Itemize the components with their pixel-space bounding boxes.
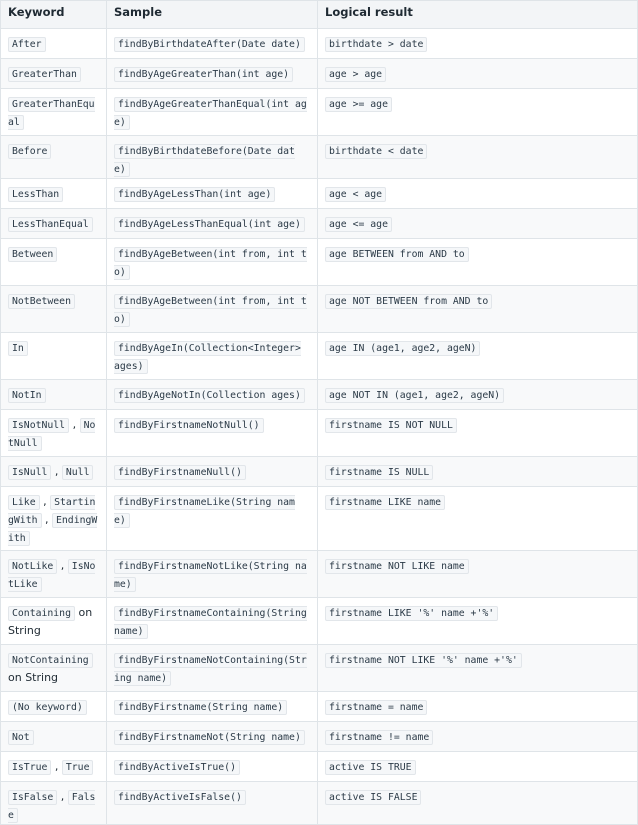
keyword-text: on String — [8, 671, 59, 684]
sample-code: findByBirthdateBefore(Date date) — [114, 146, 295, 175]
keyword-cell — [1, 286, 107, 333]
sample-cell — [107, 598, 318, 645]
table-row — [1, 457, 638, 487]
keyword-code: GreaterThan — [8, 67, 81, 82]
keyword-code: IsNull — [8, 465, 51, 480]
keyword-code: True — [62, 760, 94, 775]
sample-cell — [107, 410, 318, 457]
table-row — [1, 209, 638, 239]
keyword-cell — [1, 782, 107, 825]
sample-code: findByFirstnameLike(String name) — [114, 497, 295, 526]
table-row — [1, 89, 638, 136]
keyword-text: , — [57, 790, 68, 803]
sample-cell — [107, 136, 318, 179]
result-code: firstname LIKE '%' name +'%' — [325, 606, 498, 621]
keyword-code: NotContaining — [8, 653, 93, 668]
sample-code: findByAgeGreaterThanEqual(int age) — [114, 99, 307, 128]
result-code: age >= age — [325, 97, 392, 112]
keyword-code: NotIn — [8, 388, 46, 403]
result-cell — [318, 410, 638, 457]
keyword-code: False — [8, 792, 96, 821]
sample-code: findByFirstnameNull() — [114, 465, 246, 480]
header-keyword: Keyword — [1, 1, 107, 29]
keyword-code: Not — [8, 730, 34, 745]
keyword-code: Before — [8, 144, 51, 159]
sample-cell — [107, 179, 318, 209]
sample-code: findByActiveIsFalse() — [114, 790, 246, 805]
result-code: age NOT IN (age1, age2, ageN) — [325, 388, 504, 403]
sample-cell — [107, 59, 318, 89]
keyword-code: LessThanEqual — [8, 217, 93, 232]
keyword-text: , — [51, 760, 62, 773]
keyword-cell — [1, 29, 107, 59]
result-cell — [318, 457, 638, 487]
result-code: active IS FALSE — [325, 790, 421, 805]
keyword-code: GreaterThanEqual — [8, 99, 95, 128]
table-body — [1, 29, 638, 825]
result-code: firstname IS NULL — [325, 465, 433, 480]
result-cell — [318, 487, 638, 551]
result-code: age < age — [325, 187, 386, 202]
result-code: age BETWEEN from AND to — [325, 247, 469, 262]
sample-cell — [107, 551, 318, 598]
result-cell — [318, 333, 638, 380]
keyword-code: Containing — [8, 606, 75, 621]
result-cell — [318, 136, 638, 179]
sample-cell — [107, 722, 318, 752]
keyword-code: LessThan — [8, 187, 63, 202]
result-code: birthdate < date — [325, 144, 427, 159]
keyword-code: IsNotLike — [8, 561, 96, 590]
keyword-cell — [1, 333, 107, 380]
keyword-cell — [1, 59, 107, 89]
keyword-code: StartingWith — [8, 497, 96, 526]
sample-cell — [107, 692, 318, 722]
keyword-cell — [1, 722, 107, 752]
keyword-text: , — [69, 418, 80, 431]
result-cell — [318, 645, 638, 692]
keyword-cell — [1, 239, 107, 286]
sample-cell — [107, 645, 318, 692]
table-row — [1, 136, 638, 179]
keyword-code: Between — [8, 247, 57, 262]
result-cell — [318, 598, 638, 645]
table-row — [1, 598, 638, 645]
result-code: age NOT BETWEEN from AND to — [325, 294, 492, 309]
result-cell — [318, 209, 638, 239]
keyword-code: NotNull — [8, 420, 96, 449]
result-code: firstname NOT LIKE name — [325, 559, 469, 574]
sample-cell — [107, 487, 318, 551]
keyword-cell — [1, 380, 107, 410]
sample-cell — [107, 457, 318, 487]
table-row — [1, 333, 638, 380]
table-row — [1, 692, 638, 722]
sample-code: findByAgeBetween(int from, int to) — [114, 296, 307, 325]
keyword-cell — [1, 457, 107, 487]
keyword-code: Like — [8, 495, 40, 510]
sample-cell — [107, 380, 318, 410]
table-row — [1, 487, 638, 551]
result-cell — [318, 551, 638, 598]
result-cell — [318, 380, 638, 410]
header-sample: Sample — [107, 1, 318, 29]
keyword-cell — [1, 209, 107, 239]
keyword-text: , — [57, 559, 68, 572]
result-cell — [318, 782, 638, 825]
table-row — [1, 59, 638, 89]
result-cell — [318, 239, 638, 286]
sample-code: findByActiveIsTrue() — [114, 760, 240, 775]
keyword-text: on String — [8, 606, 93, 637]
sample-cell — [107, 89, 318, 136]
sample-code: findByAgeGreaterThan(int age) — [114, 67, 293, 82]
result-code: age <= age — [325, 217, 392, 232]
keyword-text: , — [39, 495, 51, 508]
sample-code: findByAgeLessThanEqual(int age) — [114, 217, 305, 232]
sample-code: findByFirstnameNotContaining(String name) — [114, 655, 307, 684]
sample-cell — [107, 333, 318, 380]
sample-code: findByBirthdateAfter(Date date) — [114, 37, 305, 52]
keyword-cell — [1, 487, 107, 551]
keyword-code: In — [8, 341, 28, 356]
keyword-text: , — [51, 465, 62, 478]
result-cell — [318, 692, 638, 722]
keyword-cell — [1, 136, 107, 179]
table-row — [1, 380, 638, 410]
table-row — [1, 722, 638, 752]
keyword-code: IsFalse — [8, 790, 57, 805]
keyword-code: NotLike — [8, 559, 57, 574]
keyword-cell — [1, 89, 107, 136]
sample-cell — [107, 29, 318, 59]
table-row — [1, 179, 638, 209]
keyword-cell — [1, 645, 107, 692]
keyword-cell — [1, 598, 107, 645]
table-row — [1, 752, 638, 782]
result-code: firstname IS NOT NULL — [325, 418, 457, 433]
result-cell — [318, 59, 638, 89]
table-row — [1, 782, 638, 825]
table-row — [1, 410, 638, 457]
keyword-cell — [1, 179, 107, 209]
sample-code: findByAgeLessThan(int age) — [114, 187, 275, 202]
result-cell — [318, 752, 638, 782]
result-code: active IS TRUE — [325, 760, 416, 775]
result-code: firstname NOT LIKE '%' name +'%' — [325, 653, 522, 668]
table-header-row — [1, 1, 638, 29]
result-cell — [318, 286, 638, 333]
result-code: age > age — [325, 67, 386, 82]
sample-code: findByFirstnameNot(String name) — [114, 730, 305, 745]
keyword-code: Null — [62, 465, 94, 480]
result-cell — [318, 89, 638, 136]
keyword-cell — [1, 551, 107, 598]
keyword-cell — [1, 410, 107, 457]
result-code: firstname != name — [325, 730, 433, 745]
keyword-cell — [1, 692, 107, 722]
sample-cell — [107, 239, 318, 286]
table-row — [1, 286, 638, 333]
table-row — [1, 551, 638, 598]
keyword-cell — [1, 752, 107, 782]
result-cell — [318, 179, 638, 209]
keyword-code: (No keyword) — [8, 700, 87, 715]
sample-code: findByAgeBetween(int from, int to) — [114, 249, 307, 278]
table-row — [1, 645, 638, 692]
result-code: age IN (age1, age2, ageN) — [325, 341, 480, 356]
keyword-code: After — [8, 37, 46, 52]
result-code: firstname LIKE name — [325, 495, 445, 510]
sample-cell — [107, 782, 318, 825]
keyword-code: EndingWith — [8, 515, 98, 544]
result-cell — [318, 722, 638, 752]
sample-code: findByFirstnameNotNull() — [114, 418, 264, 433]
sample-cell — [107, 209, 318, 239]
header-logical-result: Logical result — [318, 1, 638, 29]
keyword-code: IsNotNull — [8, 418, 69, 433]
sample-code: findByFirstnameContaining(String name) — [114, 608, 307, 637]
keyword-code: IsTrue — [8, 760, 51, 775]
sample-code: findByFirstname(String name) — [114, 700, 287, 715]
table-row — [1, 29, 638, 59]
result-code: birthdate > date — [325, 37, 427, 52]
keyword-code: NotBetween — [8, 294, 75, 309]
sample-cell — [107, 752, 318, 782]
table-row — [1, 239, 638, 286]
result-cell — [318, 29, 638, 59]
sample-code: findByAgeIn(Collection<Integer> ages) — [114, 343, 301, 372]
sample-cell — [107, 286, 318, 333]
sample-code: findByFirstnameNotLike(String name) — [114, 561, 307, 590]
keyword-text: , — [41, 513, 52, 526]
result-code: firstname = name — [325, 700, 427, 715]
sample-code: findByAgeNotIn(Collection ages) — [114, 388, 305, 403]
